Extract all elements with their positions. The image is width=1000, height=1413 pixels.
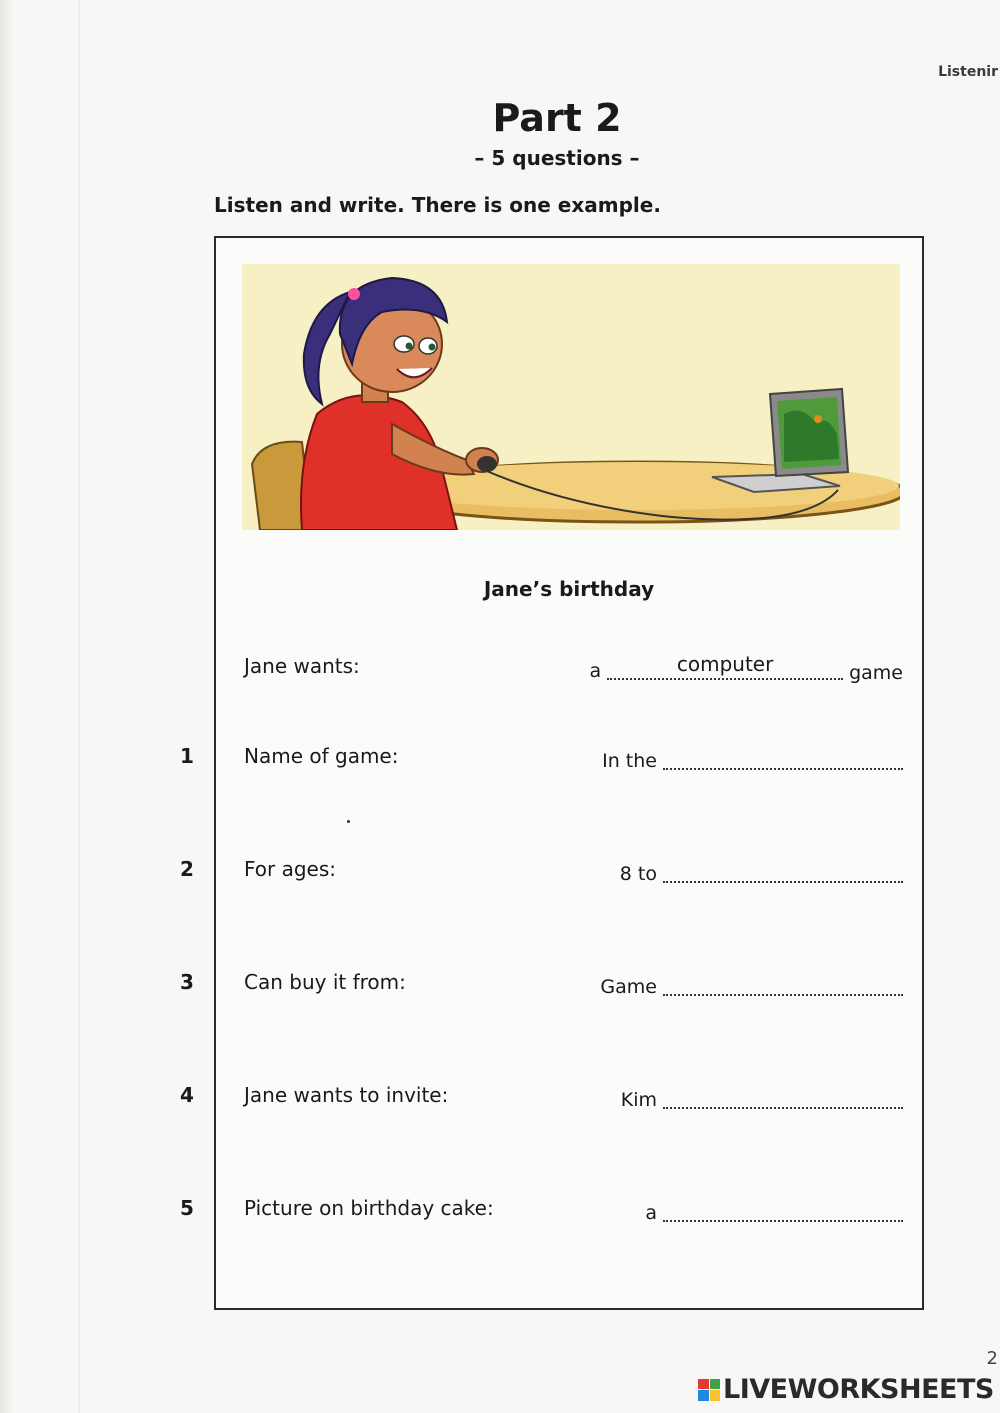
question-row-3 <box>0 964 1000 1004</box>
question-row-5 <box>0 1190 1000 1230</box>
question-row-1 <box>0 738 1000 778</box>
card-title: Jane’s birthday <box>483 577 655 601</box>
answer-area <box>621 1077 903 1117</box>
logo-square-yellow <box>710 1390 721 1401</box>
question-label: For ages: <box>244 857 337 881</box>
question-number: 4 <box>180 1083 194 1107</box>
answer-prefix: Kim <box>620 1089 657 1111</box>
answer-blank-2[interactable] <box>663 849 903 883</box>
answer-area <box>600 964 903 1004</box>
logo-square-red <box>698 1379 709 1390</box>
question-label: Picture on birthday cake: <box>244 1196 494 1220</box>
page-subtitle: – 5 questions – <box>474 146 640 170</box>
answer-blank-4[interactable] <box>663 1075 903 1109</box>
page-title: Part 2 <box>492 96 622 140</box>
question-row-2 <box>0 851 1000 891</box>
answer-area <box>620 851 903 891</box>
example-prefix: a <box>589 660 602 682</box>
question-number: 1 <box>180 744 194 768</box>
answer-blank-3[interactable] <box>663 962 903 996</box>
question-number: 5 <box>180 1196 194 1220</box>
question-number: 2 <box>180 857 194 881</box>
logo-square-blue <box>698 1390 709 1401</box>
instruction-text: Listen and write. There is one example. <box>214 193 661 217</box>
liveworksheets-brand[interactable] <box>698 1374 994 1405</box>
page-number: 2 <box>986 1348 998 1369</box>
question-label: Can buy it from: <box>244 970 406 994</box>
example-answer <box>589 648 903 688</box>
brand-text: LIVEWORKSHEETS <box>723 1374 994 1405</box>
example-suffix: game <box>849 662 903 684</box>
answer-prefix: Game <box>600 976 657 998</box>
example-answer-text: computer <box>676 652 774 676</box>
example-blank <box>607 646 843 680</box>
logo-square-green <box>710 1379 721 1390</box>
answer-area <box>645 1190 903 1230</box>
question-row-4 <box>0 1077 1000 1117</box>
section-header: Listenir <box>938 64 998 80</box>
example-label: Jane wants: <box>244 654 360 678</box>
answer-blank-5[interactable] <box>663 1188 903 1222</box>
answer-area <box>602 738 903 778</box>
answer-prefix: a <box>645 1202 657 1224</box>
answer-prefix: 8 to <box>619 863 657 885</box>
question-number: 3 <box>180 970 194 994</box>
example-row <box>0 648 1000 688</box>
liveworksheets-logo-icon <box>698 1379 720 1401</box>
answer-blank-1[interactable] <box>663 736 903 770</box>
stray-mark <box>347 820 350 823</box>
girl-playing-computer-illustration <box>242 264 900 530</box>
answer-prefix: In the <box>602 750 657 772</box>
question-label: Jane wants to invite: <box>244 1083 449 1107</box>
question-label: Name of game: <box>244 744 399 768</box>
